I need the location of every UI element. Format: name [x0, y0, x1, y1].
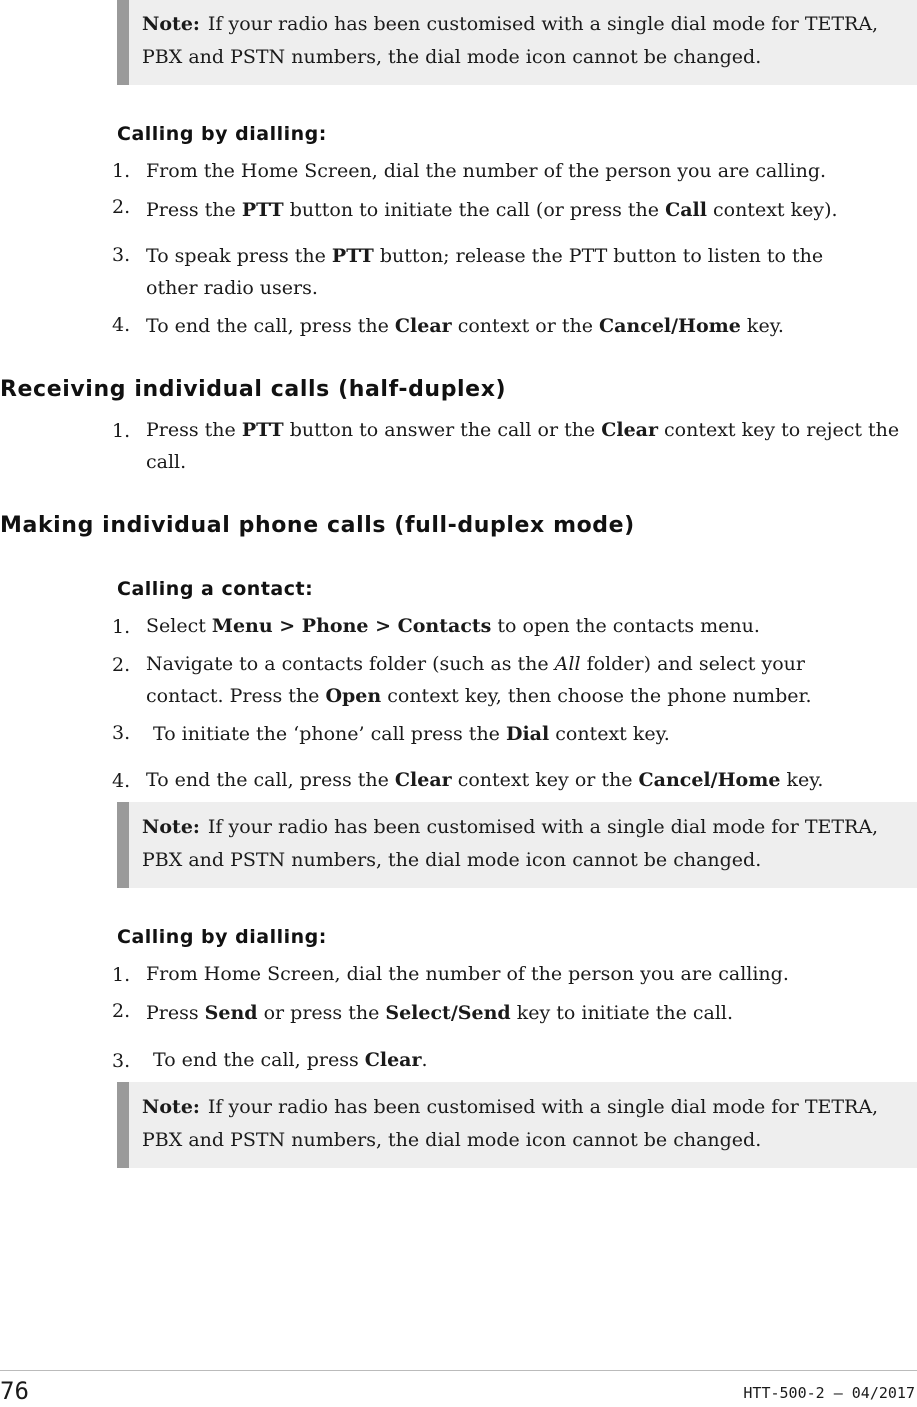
step-text: Navigate to a contacts folder (such as the All folder) and select your contact. Press the Open context key, then choose the phone number. — [146, 653, 812, 707]
step-text: Press Send or press the Select/Send key to initiate the call. — [146, 1002, 734, 1024]
note-label: Note: — [142, 816, 200, 838]
step-number: 2. — [112, 1000, 131, 1022]
step-text: To initiate the ‘phone’ call press the Dial context key. — [153, 723, 670, 745]
step-text: To end the call, press Clear. — [153, 1049, 428, 1071]
step-text: Select Menu > Phone > Contacts to open the contacts menu. — [146, 615, 760, 637]
note-text: If your radio has been customised with a single dial mode for TETRA, PBX and PSTN numbers, the dial mode icon cannot be changed. — [142, 1096, 879, 1151]
section-heading: Calling by dialling: — [117, 926, 327, 948]
step-text: Press the PTT button to initiate the call (or press the Call context key). — [146, 199, 838, 221]
step-text: From Home Screen, dial the number of the person you are calling. — [146, 963, 789, 985]
note-label: Note: — [142, 13, 200, 35]
note-box — [117, 802, 917, 888]
note-text: If your radio has been customised with a single dial mode for TETRA, PBX and PSTN numbers, the dial mode icon cannot be changed. — [142, 13, 879, 68]
step-number: 3. — [112, 1050, 131, 1072]
step-number: 2. — [112, 654, 131, 676]
note-text: If your radio has been customised with a single dial mode for TETRA, PBX and PSTN numbers, the dial mode icon cannot be changed. — [142, 816, 879, 871]
step-number: 3. — [112, 244, 131, 266]
section-heading: Calling a contact: — [117, 578, 314, 600]
section-heading: Making individual phone calls (full-duplex mode) — [0, 513, 635, 538]
step-number: 1. — [112, 964, 131, 986]
step-number: 1. — [112, 160, 131, 182]
section-heading: Receiving individual calls (half-duplex) — [0, 377, 507, 402]
note-box — [117, 0, 917, 85]
step-number: 2. — [112, 196, 131, 218]
step-number: 4. — [112, 770, 131, 792]
section-heading: Calling by dialling: — [117, 123, 327, 145]
note-box — [117, 1082, 917, 1168]
note-label: Note: — [142, 1096, 200, 1118]
document-reference: HTT-500-2 – 04/2017 — [743, 1384, 915, 1402]
step-text: From the Home Screen, dial the number of the person you are calling. — [146, 160, 827, 182]
step-number: 3. — [112, 722, 131, 744]
page-number: 76 — [0, 1377, 29, 1405]
step-number: 1. — [112, 420, 131, 442]
footer-divider — [0, 1370, 917, 1371]
step-text: To end the call, press the Clear context key or the Cancel/Home key. — [146, 769, 824, 791]
step-text: To end the call, press the Clear context or the Cancel/Home key. — [146, 315, 784, 337]
step-number: 1. — [112, 616, 131, 638]
step-text: Press the PTT button to answer the call or the Clear context key to reject the call. — [146, 419, 900, 473]
step-number: 4. — [112, 314, 131, 336]
step-text: To speak press the PTT button; release the PTT button to listen to the other radio users. — [146, 245, 824, 299]
